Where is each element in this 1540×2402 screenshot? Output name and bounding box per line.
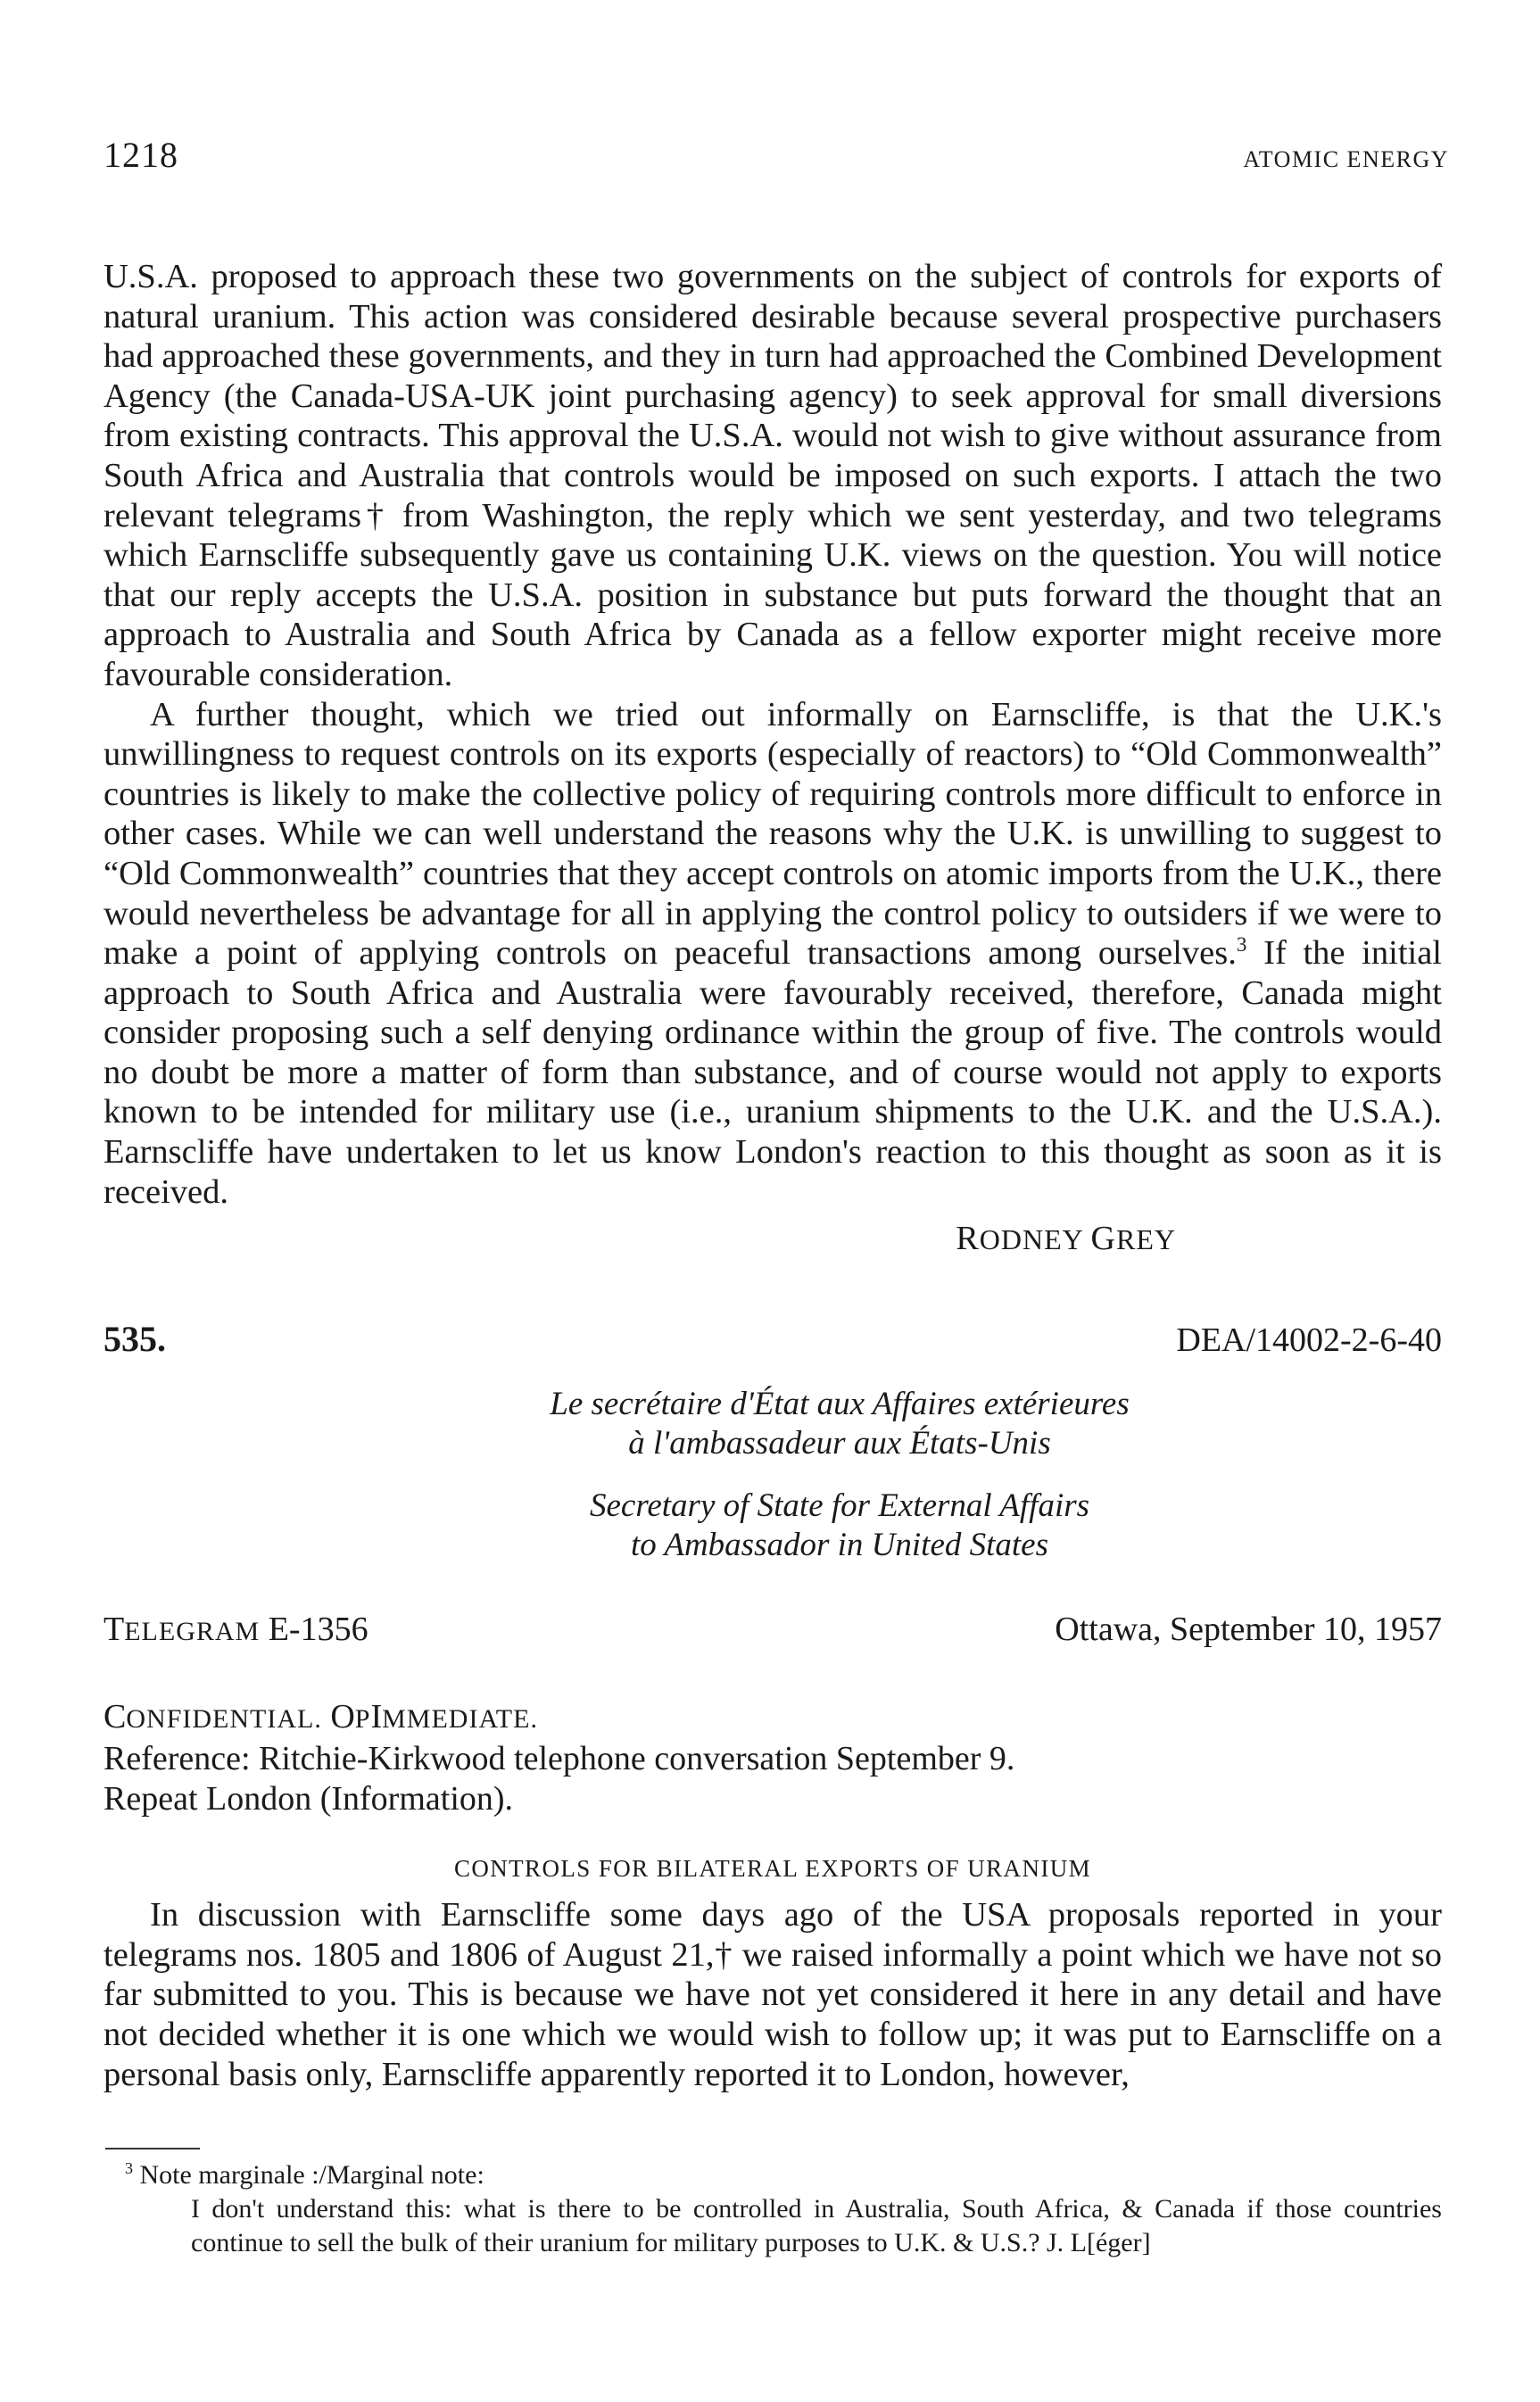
telegram-row <box>103 1610 1442 1649</box>
telegram-number: TELEGRAM E-1356 <box>103 1611 368 1649</box>
document-number: 535. <box>103 1319 166 1360</box>
classification: CONFIDENTIAL. OPIMMEDIATE. <box>103 1698 538 1736</box>
reference-line: Reference: Ritchie-Kirkwood telephone conversation September 9. <box>103 1740 1015 1778</box>
running-title: ATOMIC ENERGY <box>1243 146 1449 172</box>
page-number: 1218 <box>103 135 178 175</box>
footnotes <box>103 2148 1442 2260</box>
telegram-meta <box>103 1697 1442 1819</box>
repeat-line: Repeat London (Information). <box>103 1780 514 1818</box>
place-date: Ottawa, September 10, 1957 <box>1055 1611 1442 1649</box>
footnote-label: $^3$ Note marginale :/Marginal note: <box>125 2159 484 2191</box>
heading-english: Secretary of State for External Affairs to Ambassador in United States <box>589 1487 1090 1564</box>
page <box>103 134 1449 2260</box>
archive-reference: DEA/14002-2-6-40 <box>1176 1321 1442 1360</box>
heading-french: Le secrétaire d'État aux Affaires extérieures à l'ambassadeur aux États-Unis <box>550 1386 1130 1462</box>
running-head <box>103 134 1449 187</box>
footnote-marker: 3 <box>1236 932 1247 957</box>
body-paragraph <box>103 695 1442 1213</box>
footnote-text: I don't understand this: what is there to be controlled in Australia, South Africa, & Canada if those countries continue to sell the bulk of their uranium for military purposes to U.K. & U.S.? J. L[éger] <box>191 2194 1442 2258</box>
body-paragraph-text: A further thought, which we tried out informally on Earnscliffe, is that the U.K.'s unwillingness to request controls on its exports (especially of reactors) to “Old Commonwealth” countries is likely to make the collective policy of requiring controls more difficult to enforce in other cases. While we can well understand the reasons why the U.K. is unwilling to suggest to “Old Commonwealth” countries that they accept controls on atomic imports from the U.K., there would nevertheless be advantage for all in applying the control policy to outsiders if we were to make a point of applying controls on peaceful transactions among ourselves. <box>103 695 1442 973</box>
signature: RODNEY GREY <box>956 1220 1176 1258</box>
continuation-paragraph: U.S.A. proposed to approach these two governments on the subject of controls for exports of natural uranium. This action was considered desirable because several prospective purchasers had approached these governments, and they in turn had approached the Combined Development Agency (the Canada-USA-UK joint purchasing agency) to seek approval for small diversions from existing contracts. This approval the U.S.A. would not wish to give without assurance from South Africa and Australia that controls would be imposed on such exports. I attach the two relevant telegrams† from Washington, the reply which we sent yesterday, and two telegrams which Earnscliffe subsequently gave us containing U.K. views on the question. You will notice that our reply accepts the U.S.A. position in substance but puts forward the thought that an approach to Australia and South Africa by Canada as a fellow exporter might receive more favourable consideration. <box>103 258 1442 693</box>
body-paragraph-continued: If the initial approach to South Africa and Australia were favourably received, therefore, Canada might consider proposing such a self denying ordinance within the group of five. The controls would no doubt be more a matter of form than substance, and of course would not apply to exports known to be intended for military use (i.e., uranium shipments to the U.K. and the U.S.A.). Earnscliffe have undertaken to let us know London's reaction to this thought as soon as it is received. <box>103 934 1442 1211</box>
document-heading <box>103 1385 1442 1565</box>
footnote-rule <box>105 2148 200 2149</box>
document-header-row <box>103 1318 1442 1360</box>
telegram-body: In discussion with Earnscliffe some days ago of the USA proposals reported in your telegrams nos. 1805 and 1806 of August 21,† we raised informally a point which we have not so far submitted to you. This is because we have not yet considered it here in any detail and have not decided whether it is one which we would wish to follow up; it was put to Earnscliffe on a personal basis only, Earnscliffe apparently reported it to London, however, <box>103 1896 1442 2093</box>
subject-heading: CONTROLS FOR BILATERAL EXPORTS OF URANIUM <box>453 1855 1092 1883</box>
